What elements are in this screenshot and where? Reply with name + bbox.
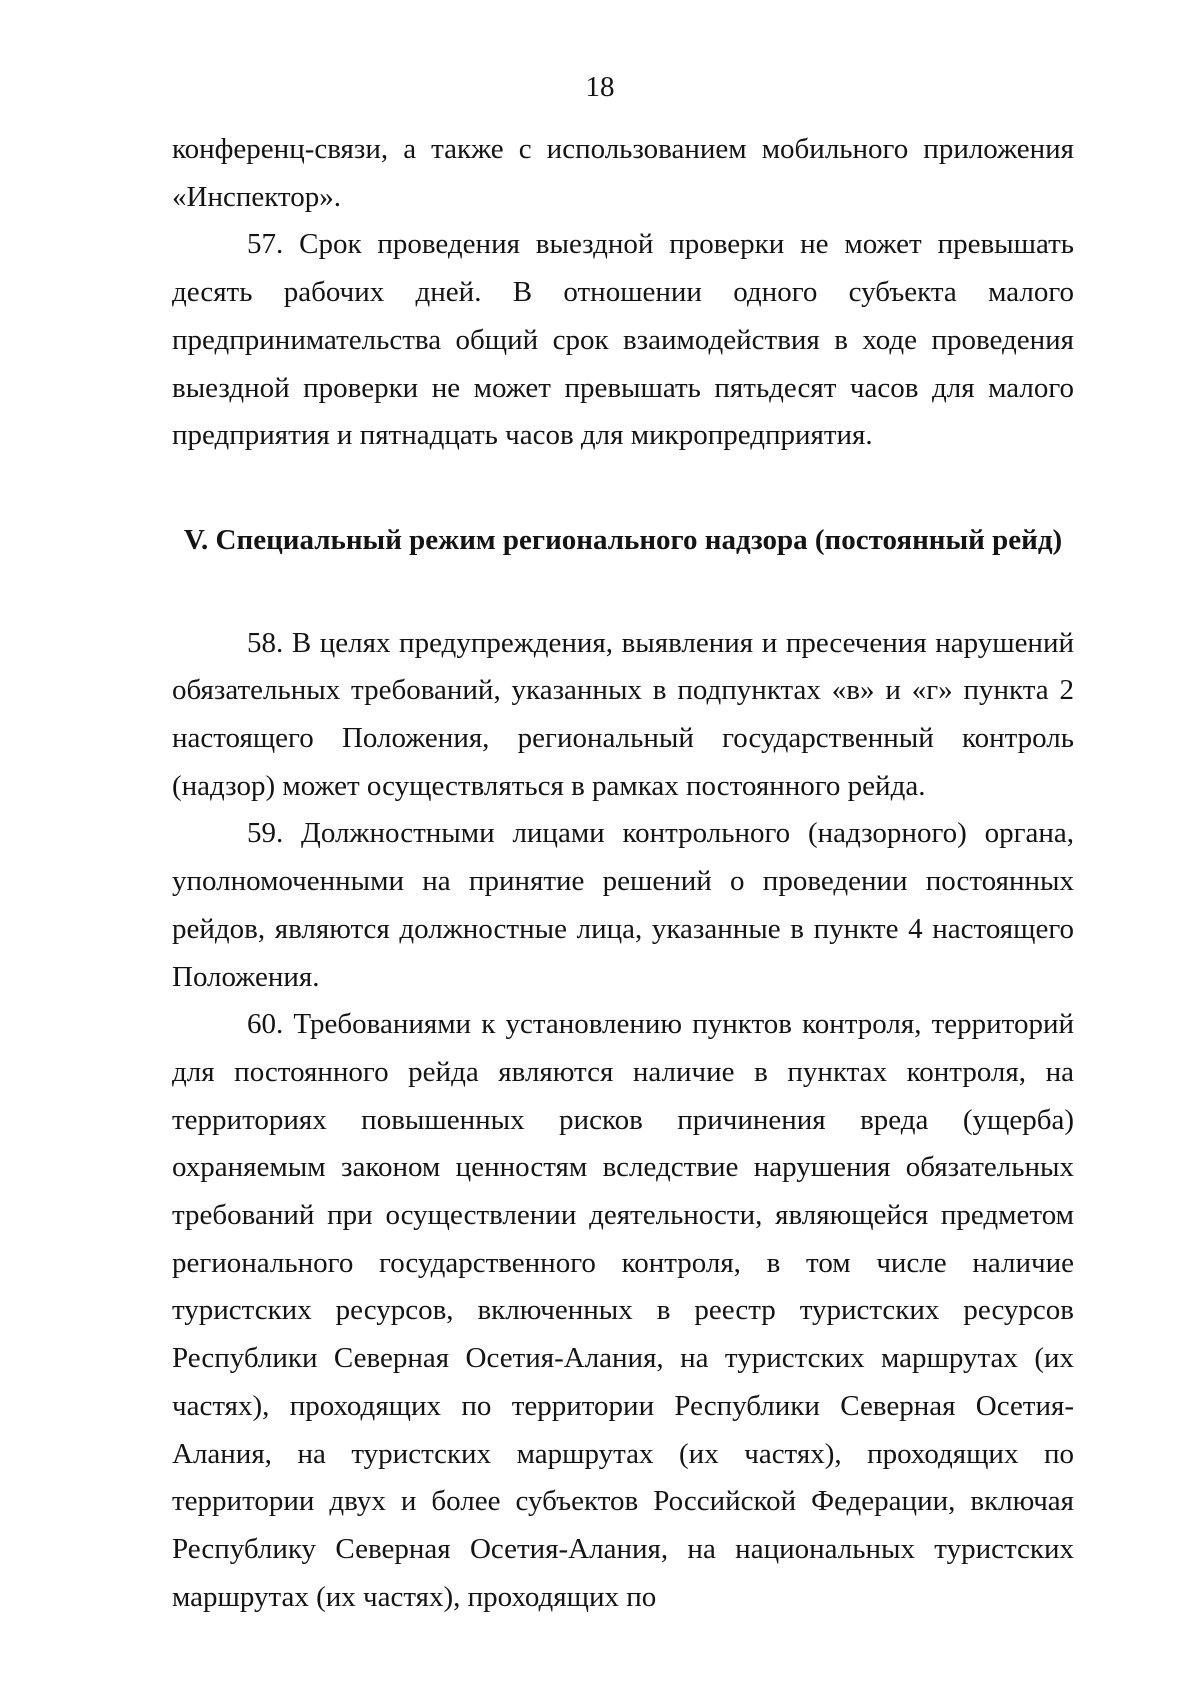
document-body [172,126,1074,1621]
paragraph-continuation: конференц-связи, а также с использованием мобильного приложения «Инспектор». [172,133,1074,213]
paragraph-59: 59. Должностными лицами контрольного (надзорного) органа, уполномоченными на принятие решений о проведении постоянных рейдов, являются должностные лица, указанные в пункте 4 настоящего Положения. [172,817,1074,993]
page-number: 18 [585,71,615,103]
section-heading-v: V. Специальный режим регионального надзора (постоянный рейд) [183,523,1063,556]
paragraph-58: 58. В целях предупреждения, выявления и пресечения нарушений обязательных требований, указанных в подпунктах «в» и «г» пункта 2 настоящего Положения, региональный государственный контроль (надзор) может осуществляться в рамках постоянного рейда. [172,626,1074,802]
paragraph-57: 57. Срок проведения выездной проверки не может превышать десять рабочих дней. В отношении одного субъекта малого предпринимательства общий срок взаимодействия в ходе проведения выездной проверки не может превышать пятьдесят часов для малого предприятия и пятнадцать часов для микропредприятия. [172,228,1074,452]
paragraph-60: 60. Требованиями к установлению пунктов контроля, территорий для постоянного рейда являются наличие в пунктах контроля, на территориях повышенных рисков причинения вреда (ущерба) охраняемым законом ценностям вследствие нарушения обязательных требований при осуществлении деятельности, являющейся предметом регионального государственного контроля, в том числе наличие туристских ресурсов, включенных в реестр туристских ресурсов Республики Северная Осетия-Алания, на туристских маршрутах (их частях), проходящих по территории Республики Северная Осетия-Алания, на туристских маршрутах (их частях), проходящих по территории двух и более субъектов Российской Федерации, включая Республику Северная Осетия-Алания, на национальных туристских маршрутах (их частях), проходящих по [172,1008,1074,1613]
